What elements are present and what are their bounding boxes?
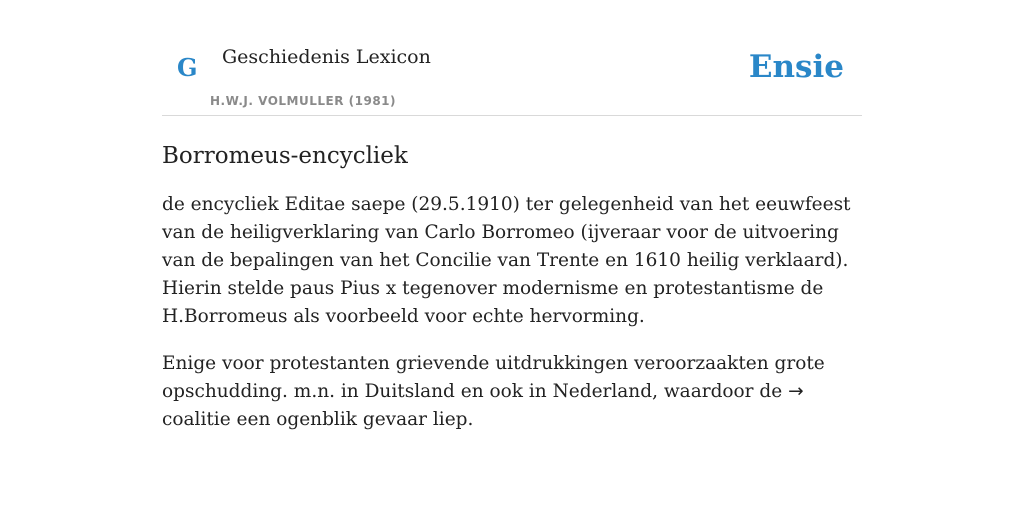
page-container xyxy=(162,0,862,434)
lexicon-logo-icon[interactable]: G xyxy=(177,53,198,82)
entry-title: Borromeus-encycliek xyxy=(162,143,408,169)
paragraph-text: een ogenblik gevaar liep. xyxy=(230,408,474,430)
entry-paragraph xyxy=(162,350,862,434)
ensie-logo-link[interactable]: Ensie xyxy=(748,49,844,85)
cross-reference-arrow-icon: → xyxy=(788,380,804,402)
paragraph-text: Enige voor protestanten grievende uitdrukkingen veroorzaakten grote opschudding. m.n. in Duitsland en ook in Nederland, waardoor de xyxy=(162,352,825,402)
author-credit: H.W.J. VOLMULLER (1981) xyxy=(210,94,397,108)
lexicon-header xyxy=(162,0,862,116)
lexicon-title[interactable]: Geschiedenis Lexicon xyxy=(222,46,431,68)
cross-reference-link[interactable]: coalitie xyxy=(162,408,231,430)
entry-paragraph: de encycliek Editae saepe (29.5.1910) ter gelegenheid van het eeuwfeest van de heiligverklaring van Carlo Borromeo (ijveraar voor de uitvoering van de bepalingen van het Concilie van Trente en 1610 heilig verklaard). Hierin stelde paus Pius x tegenover modernisme en protestantisme de H.Borromeus als voorbeeld voor echte hervorming. xyxy=(162,193,851,327)
